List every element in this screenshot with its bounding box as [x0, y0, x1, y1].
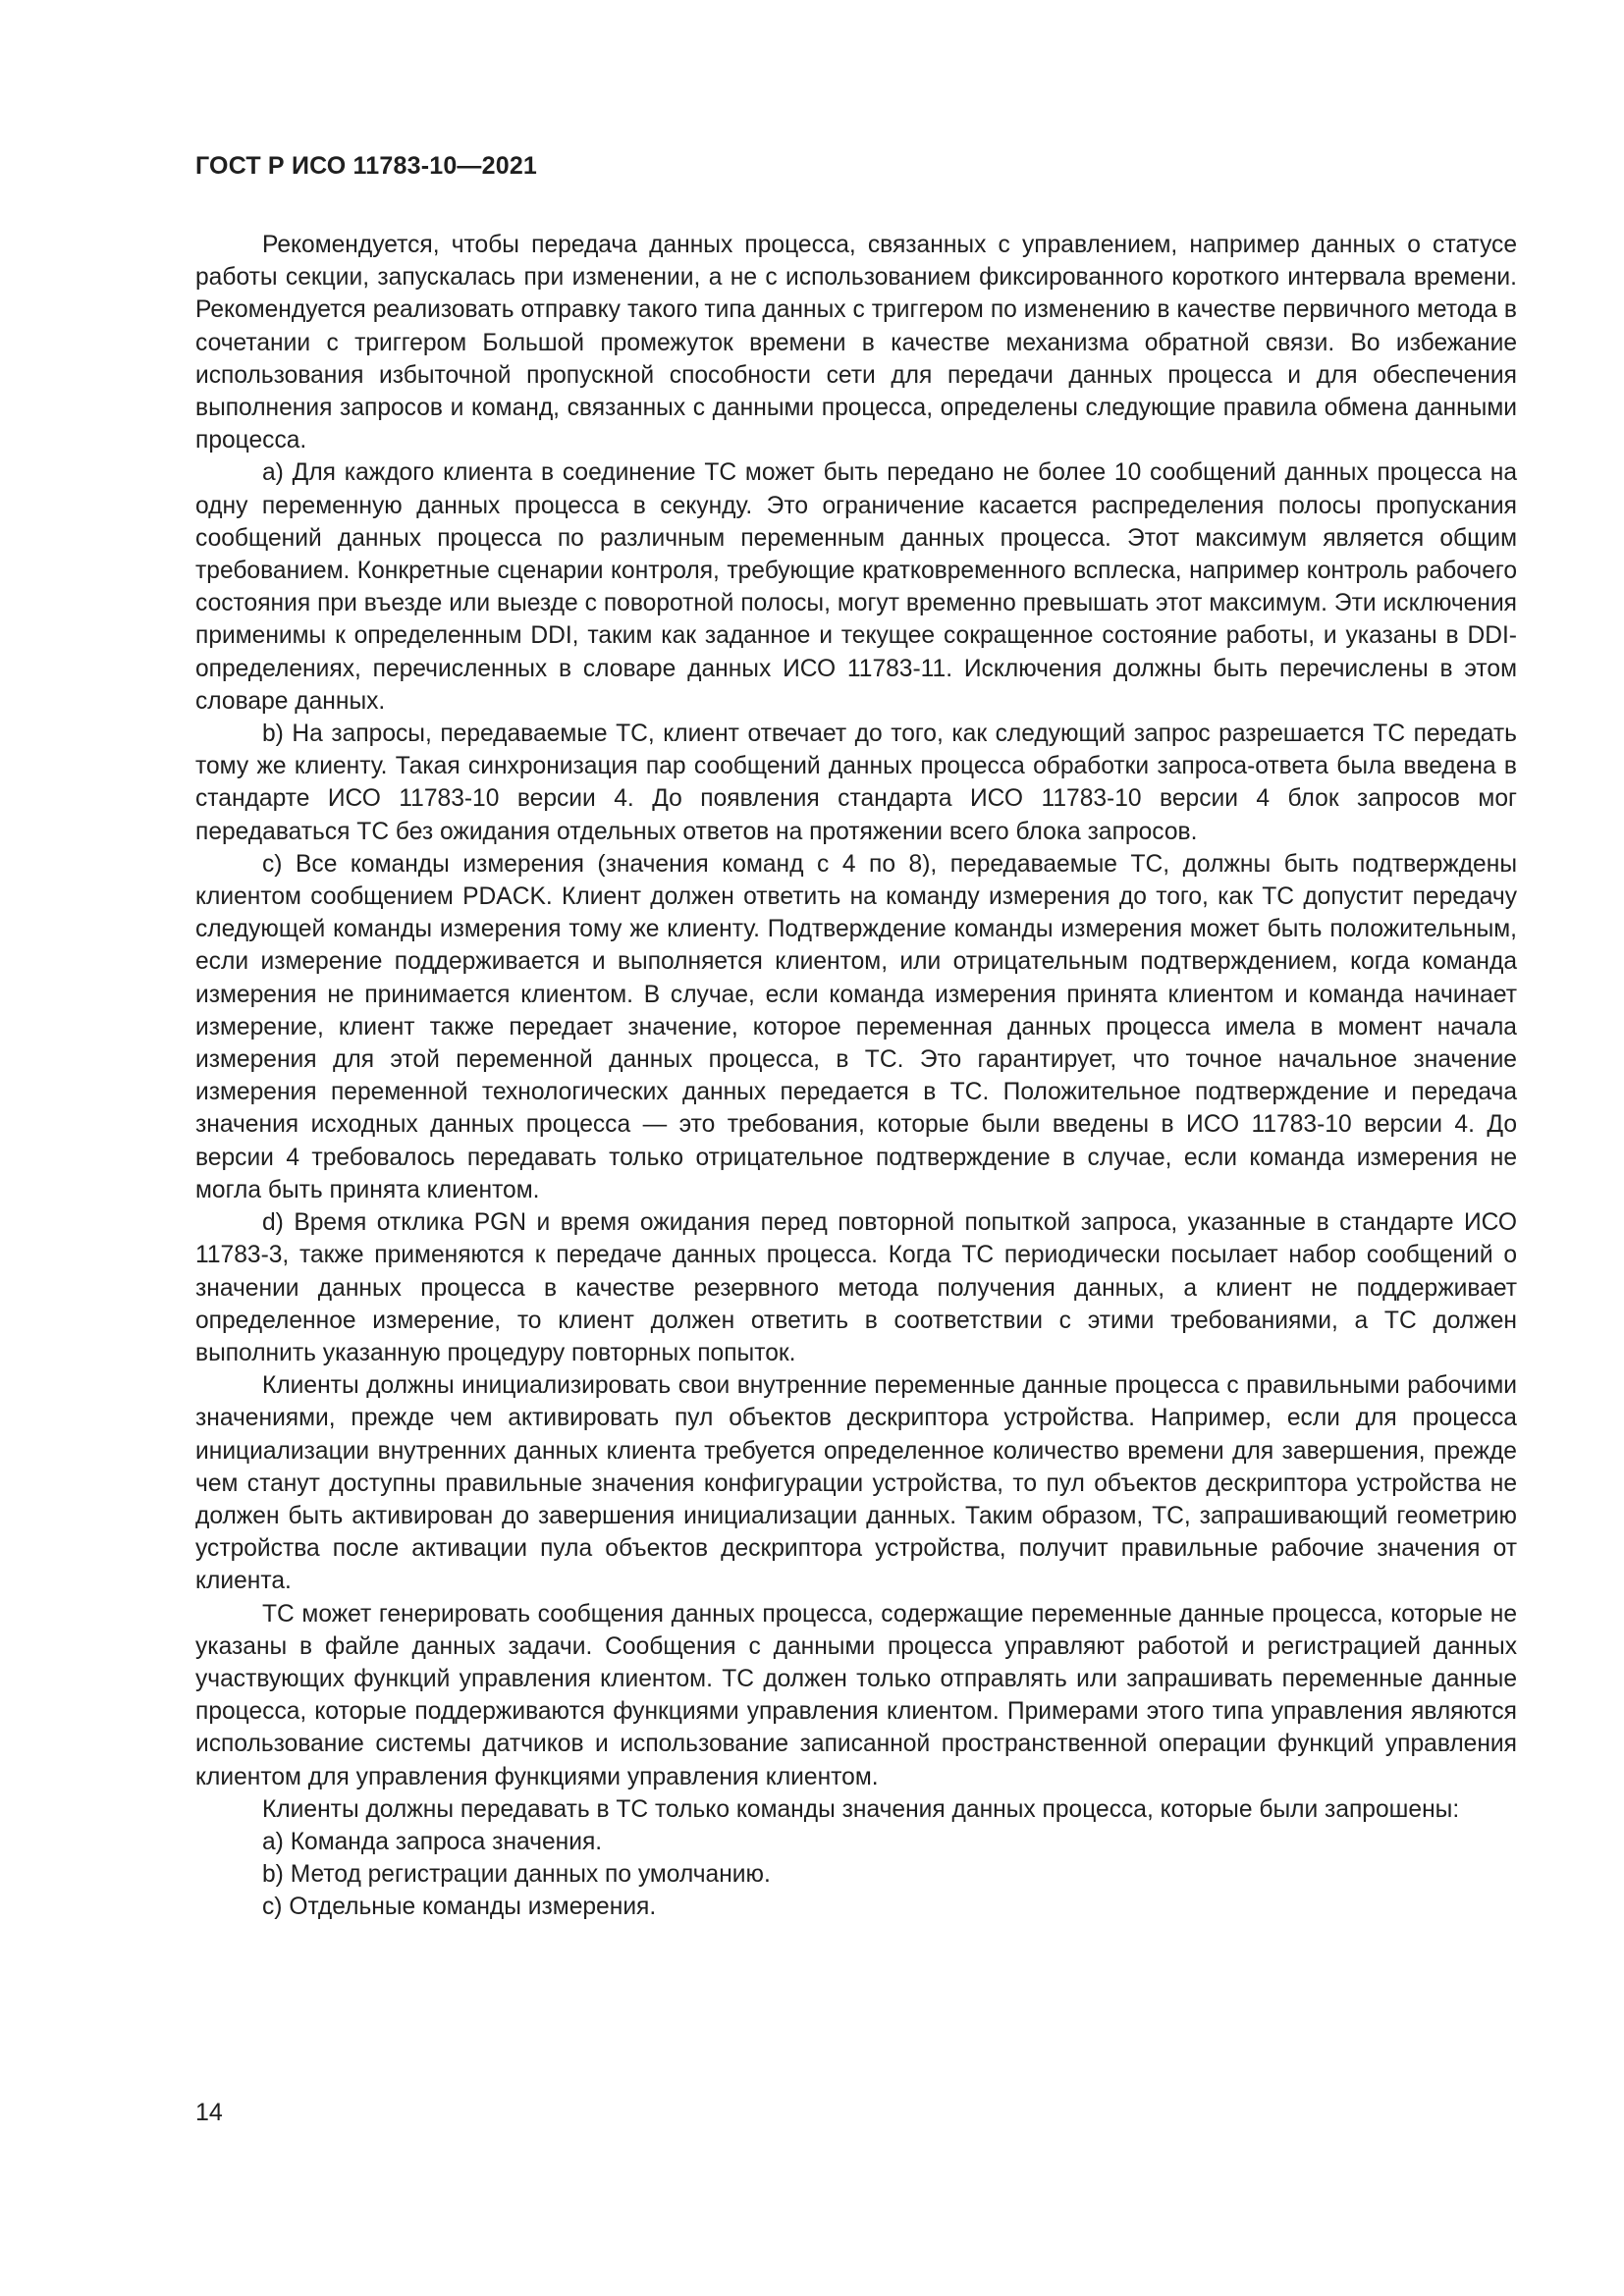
- document-header: ГОСТ Р ИСО 11783-10—2021: [195, 152, 538, 180]
- paragraph: Клиенты должны инициализировать свои внутренние переменные данные процесса с правильными рабочими значениями, прежде чем активировать пул объектов дескриптора устройства. Например, если для процесса инициализации внутренних данных клиента требуется определенное количество времени для завершения, прежде чем станут доступны правильные значения конфигурации устройства, то пул объектов дескриптора устройства не должен быть активирован до завершения инициализации данных. Таким образом, ТС, запрашивающий геометрию устройства после активации пула объектов дескриптора устройства, получит правильные рабочие значения от клиента.: [195, 1372, 1517, 1595]
- list-item: а) Команда запроса значения.: [262, 1828, 603, 1855]
- page-number: 14: [195, 2099, 223, 2126]
- paragraph: Клиенты должны передавать в ТС только команды значения данных процесса, которые были запрошены:: [262, 1795, 1460, 1823]
- paragraph: а) Для каждого клиента в соединение ТС может быть передано не более 10 сообщений данных процесса на одну переменную данных процесса в секунду. Это ограничение касается распределения полосы пропускания сообщений данных процесса по различным переменным данных процесса. Этот максимум является общим требованием. Конкретные сценарии контроля, требующие кратковременного всплеска, например контроль рабочего состояния при въезде или выезде с поворотной полосы, могут временно превышать этот максимум. Эти исключения применимы к определенным DDI, таким как заданное и текущее сокращенное состояние работы, и указаны в DDI-определениях, перечисленных в словаре данных ИСО 11783-11. Исключения должны быть перечислены в этом словаре данных.: [195, 459, 1517, 715]
- paragraph: с) Все команды измерения (значения команд с 4 по 8), передаваемые ТС, должны быть подтверждены клиентом сообщением PDACK. Клиент должен ответить на команду измерения до того, как ТС допустит передачу следующей команды измерения тому же клиенту. Подтверждение команды измерения может быть положительным, если измерение поддерживается и выполняется клиентом, или отрицательным подтверждением, когда команда измерения не принимается клиентом. В случае, если команда измерения принята клиентом и команда начинает измерение, клиент также передает значение, которое переменная данных процесса имела в момент начала измерения для этой переменной данных процесса, в ТС. Это гарантирует, что точное начальное значение измерения переменной технологических данных передается в ТС. Положительное подтверждение и передача значения исходных данных процесса — это требования, которые были введены в ИСО 11783-10 версии 4. До версии 4 требовалось передавать только отрицательное подтверждение в случае, если команда измерения не могла быть принята клиентом.: [195, 850, 1517, 1203]
- body-text: [195, 229, 1517, 1924]
- list-item: с) Отдельные команды измерения.: [262, 1894, 657, 1921]
- list-item: b) Метод регистрации данных по умолчанию.: [262, 1861, 771, 1889]
- paragraph: b) На запросы, передаваемые ТС, клиент отвечает до того, как следующий запрос разрешается ТС передать тому же клиенту. Такая синхронизация пар сообщений данных процесса обработки запроса-ответа была введена в стандарте ИСО 11783-10 версии 4. До появления стандарта ИСО 11783-10 версии 4 блок запросов мог передаваться ТС без ожидания отдельных ответов на протяжении всего блока запросов.: [195, 721, 1517, 845]
- paragraph: Рекомендуется, чтобы передача данных процесса, связанных с управлением, например данных о статусе работы секции, запускалась при изменении, а не с использованием фиксированного короткого интервала времени. Рекомендуется реализовать отправку такого типа данных с триггером по изменению в качестве первичного метода в сочетании с триггером Большой промежуток времени в качестве механизма обратной связи. Во избежание использования избыточной пропускной способности сети для передачи данных процесса и для обеспечения выполнения запросов и команд, связанных с данными процесса, определены следующие правила обмена данными процесса.: [195, 232, 1517, 454]
- paragraph: ТС может генерировать сообщения данных процесса, содержащие переменные данные процесса, которые не указаны в файле данных задачи. Сообщения с данными процесса управляют работой и регистрацией данных участвующих функций управления клиентом. ТС должен только отправлять или запрашивать переменные данные процесса, которые поддерживаются функциями управления клиентом. Примерами этого типа управления являются использование системы датчиков и использование записанной пространственной операции функций управления клиентом для управления функциями управления клиентом.: [195, 1600, 1517, 1790]
- paragraph: d) Время отклика PGN и время ожидания перед повторной попыткой запроса, указанные в стандарте ИСО 11783-3, также применяются к передаче данных процесса. Когда ТС периодически посылает набор сообщений о значении данных процесса в качестве резервного метода получения данных, а клиент не поддерживает определенное измерение, то клиент должен ответить в соответствии с этими требованиями, а ТС должен выполнить указанную процедуру повторных попыток.: [195, 1209, 1517, 1366]
